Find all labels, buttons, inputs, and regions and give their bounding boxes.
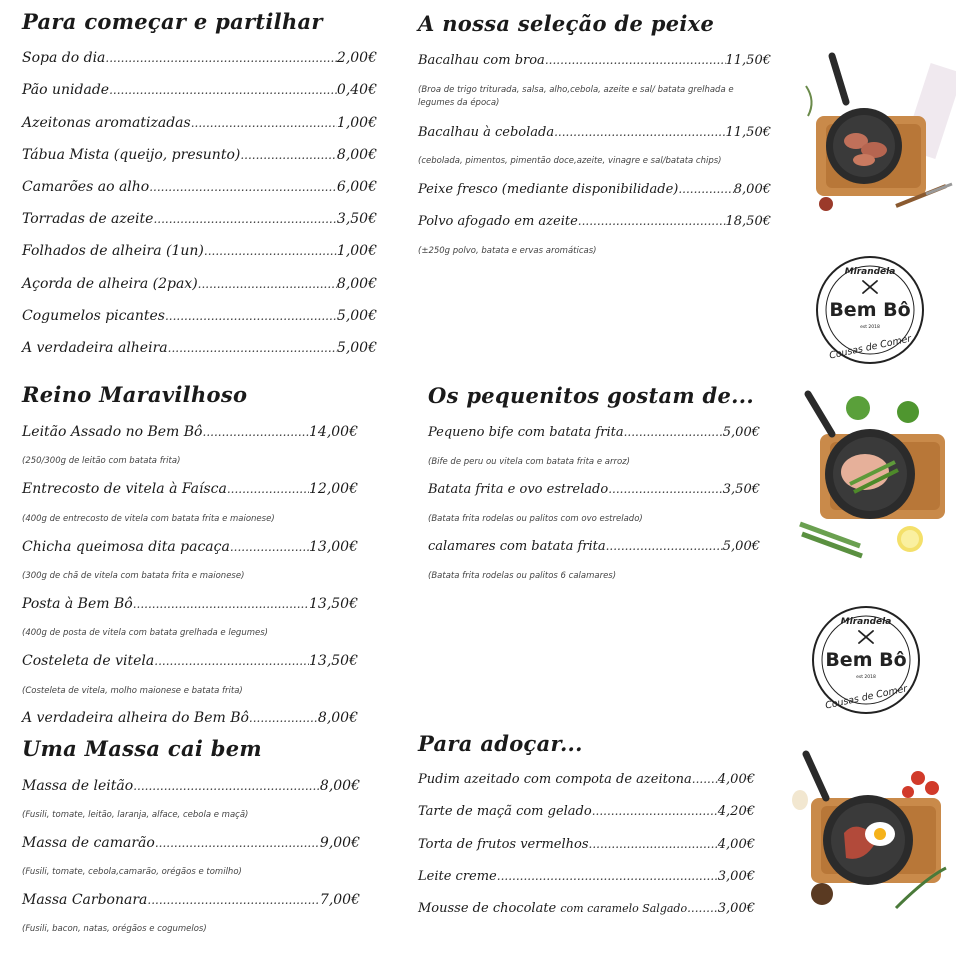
item-price: 4,00€: [717, 837, 755, 852]
pan-with-vegetables-illustration: [790, 384, 960, 574]
item-price: 8,00€: [733, 182, 771, 197]
menu-item: [418, 182, 771, 197]
menu-item: [22, 243, 377, 259]
item-price: 3,50€: [722, 482, 760, 497]
section-title-reino: Reino Maravilhoso: [22, 382, 248, 407]
item-name: Posta à Bem Bô: [22, 596, 133, 612]
item-price: 5,00€: [722, 425, 760, 440]
item-description: (Fusili, tomate, cebola,camarão, orégãos e tomilho): [22, 867, 242, 877]
item-price: 14,00€: [309, 424, 358, 440]
item-name: calamares com batata frita: [428, 539, 606, 554]
menu-item: [418, 837, 755, 852]
item-name: Tábua Mista (queijo, presunto): [22, 147, 241, 163]
item-price: 7,00€: [319, 892, 360, 908]
menu-item: [418, 804, 755, 819]
menu-item: [22, 596, 358, 612]
menu-item: [22, 892, 360, 908]
menu-item: [418, 772, 755, 787]
item-name: Açorda de alheira (2pax): [22, 276, 198, 292]
item-price: 13,50€: [309, 596, 358, 612]
menu-item: [22, 308, 377, 324]
menu-item: [22, 50, 377, 66]
menu-item: [22, 340, 377, 356]
item-price: 5,00€: [336, 340, 377, 356]
item-description: (400g de entrecosto de vitela com batata frita e maionese): [22, 514, 275, 524]
item-description: (400g de posta de vitela com batata grelhada e legumes): [22, 628, 268, 638]
menu-item: [418, 53, 771, 68]
item-name: Tarte de maçã com gelado: [418, 804, 592, 819]
menu-item: [418, 901, 755, 916]
item-description: (Bife de peru ou vitela com batata frita e arroz): [428, 457, 630, 467]
item-name: Massa de leitão: [22, 778, 134, 794]
item-price: 4,20€: [717, 804, 755, 819]
item-description: (Fusili, tomate, leitão, laranja, alface, cebola e maçã): [22, 810, 249, 820]
item-name: Entrecosto de vitela à Faísca: [22, 481, 227, 497]
logo-est-text: est 2018: [856, 675, 876, 680]
item-price: 8,00€: [317, 710, 358, 726]
item-name: Torradas de azeite: [22, 211, 154, 227]
menu-item: [22, 147, 377, 163]
item-name: Torta de frutos vermelhos: [418, 837, 589, 852]
menu-item: [22, 481, 358, 497]
pan-with-egg-illustration: [786, 748, 956, 928]
menu-item: [22, 179, 377, 195]
logo-bottom-text: Cousas de Comer: [824, 683, 909, 712]
cutlery-icon: [863, 281, 877, 293]
menu-item: [22, 653, 358, 669]
item-name: Leite creme: [418, 869, 497, 884]
menu-item: [418, 125, 771, 140]
item-name: Costeleta de vitela: [22, 653, 155, 669]
item-name: Mousse de chocolate: [418, 901, 557, 916]
item-description: (cebolada, pimentos, pimentão doce,azeite, vinagre e sal/batata chips): [418, 156, 722, 166]
item-price: 8,00€: [336, 276, 377, 292]
item-name: Pudim azeitado com compota de azeitona: [418, 772, 692, 787]
item-name: Peixe fresco (mediante disponibilidade): [418, 182, 679, 197]
item-price: 3,00€: [717, 869, 755, 884]
section-title-pequenitos: Os pequenitos gostam de...: [428, 383, 754, 408]
item-price: 4,00€: [717, 772, 755, 787]
item-price: 18,50€: [725, 214, 771, 229]
menu-item: [418, 869, 755, 884]
item-price: 1,00€: [336, 243, 377, 259]
item-name: Massa Carbonara: [22, 892, 148, 908]
logo-bottom-text: Cousas de Comer: [828, 333, 913, 362]
item-price: 9,00€: [319, 835, 360, 851]
section-title-massa: Uma Massa cai bem: [22, 736, 262, 761]
menu-item: [22, 539, 358, 555]
item-name: A verdadeira alheira: [22, 340, 168, 356]
item-name: Pequeno bife com batata frita: [428, 425, 624, 440]
logo-top-text: Mirandela: [844, 267, 896, 277]
item-name: Chicha queimosa dita pacaça: [22, 539, 230, 555]
item-name-extra: com caramelo Salgado: [560, 902, 688, 915]
menu-item: [22, 115, 377, 131]
item-description: (±250g polvo, batata e ervas aromáticas): [418, 246, 597, 256]
pan-with-meat-illustration: [796, 46, 956, 216]
section-title-adocar: Para adoçar...: [418, 731, 583, 756]
item-name: Cogumelos picantes: [22, 308, 165, 324]
logo-name-text: Bem Bô: [825, 649, 907, 671]
item-name: Massa de camarão: [22, 835, 155, 851]
menu-item: [22, 710, 358, 726]
menu-item: [22, 424, 358, 440]
item-price: 8,00€: [319, 778, 360, 794]
item-description: (Costeleta de vitela, molho maionese e batata frita): [22, 686, 243, 696]
item-price: 13,50€: [309, 653, 358, 669]
item-price: 1,00€: [336, 115, 377, 131]
item-description: (Batata frita rodelas ou palitos com ovo estrelado): [428, 514, 643, 524]
item-price: 3,50€: [336, 211, 377, 227]
item-name: Bacalhau com broa: [418, 53, 545, 68]
logo-name-text: Bem Bô: [829, 299, 911, 321]
cutlery-icon: [859, 631, 873, 643]
item-price: 8,00€: [336, 147, 377, 163]
item-price: 3,00€: [717, 901, 755, 916]
item-name: Camarões ao alho: [22, 179, 150, 195]
bem-bo-logo: [814, 254, 926, 366]
item-name: Folhados de alheira (1un): [22, 243, 204, 259]
menu-item: [428, 539, 760, 554]
menu-item: [22, 276, 377, 292]
section-title-comecar: Para começar e partilhar: [22, 9, 323, 34]
menu-item: [418, 214, 771, 229]
item-name: A verdadeira alheira do Bem Bô: [22, 710, 249, 726]
item-name: Batata frita e ovo estrelado: [428, 482, 609, 497]
logo-top-text: Mirandela: [840, 617, 892, 627]
item-description: (250/300g de leitão com batata frita): [22, 456, 181, 466]
menu-item: [22, 835, 360, 851]
item-price: 6,00€: [336, 179, 377, 195]
section-title-peixe: A nossa seleção de peixe: [418, 11, 715, 36]
item-description: legumes da época): [418, 98, 500, 108]
item-name: Leitão Assado no Bem Bô: [22, 424, 203, 440]
menu-item: [22, 211, 377, 227]
menu-item: [22, 778, 360, 794]
item-name: Azeitonas aromatizadas: [22, 115, 191, 131]
item-price: 5,00€: [722, 539, 760, 554]
item-price: 5,00€: [336, 308, 377, 324]
item-name: Bacalhau à cebolada: [418, 125, 555, 140]
item-description: (Fusili, bacon, natas, orégãos e cogumelos): [22, 924, 207, 934]
bem-bo-logo: [810, 604, 922, 716]
item-price: 0,40€: [336, 82, 377, 98]
item-price: 2,00€: [336, 50, 377, 66]
item-description: (300g de chã de vitela com batata frita e maionese): [22, 571, 245, 581]
item-price: 13,00€: [309, 539, 358, 555]
item-name: Pão unidade: [22, 82, 110, 98]
menu-item: [428, 425, 760, 440]
menu-item: [22, 82, 377, 98]
item-price: 12,00€: [309, 481, 358, 497]
item-name: Sopa do dia: [22, 50, 106, 66]
item-name: Polvo afogado em azeite: [418, 214, 578, 229]
menu-item: [428, 482, 760, 497]
logo-est-text: est 2018: [860, 325, 880, 330]
item-price: 11,50€: [725, 53, 771, 68]
item-description: (Broa de trigo triturada, salsa, alho,cebola, azeite e sal/ batata grelhada e: [418, 85, 734, 95]
item-price: 11,50€: [725, 125, 771, 140]
item-description: (Batata frita rodelas ou palitos 6 calamares): [428, 571, 617, 581]
